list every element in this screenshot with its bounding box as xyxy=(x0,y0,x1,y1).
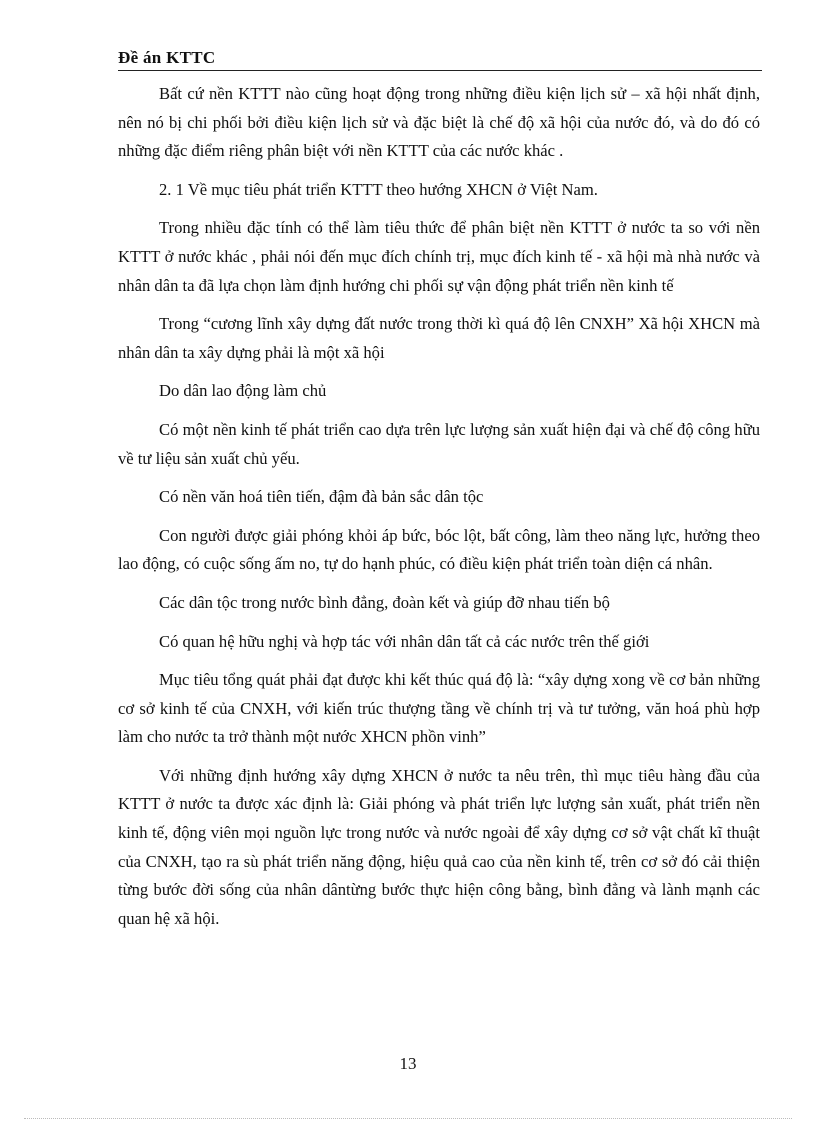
list-item-people-mastery: Do dân lao động làm chủ xyxy=(159,381,327,401)
list-item-advanced-culture: Có nền văn hoá tiên tiến, đậm đà bản sắc dân tộc xyxy=(159,487,484,507)
list-item-developed-economy: Có một nền kinh tế phát triển cao dựa trên lực lượng sản xuất hiện đại và chế độ công hữu về tư liệu sản xuất chủ yếu. xyxy=(118,419,760,468)
document-body xyxy=(118,80,760,943)
footer-divider xyxy=(24,1118,792,1119)
paragraph-primary-goal: Với những định hướng xây dựng XHCN ở nước ta nêu trên, thì mục tiêu hàng đầu của KTTT ở nước ta được xác định là: Giải phóng và phát triển lực lượng sản xuất, phát triển nền kinh tế, động viên mọi nguồn lực trong nước và nước ngoài để xây dựng cơ sở vật chất kĩ thuật của CNXH, tạo ra sù phát triển năng động, hiệu quả cao của nền kinh tế, trên cơ sở đó cải thiện từng bước đời sống của nhân dântừng bước thực hiện công bằng, bình đẳng và lành mạnh các quan hệ xã hội. xyxy=(118,765,760,928)
list-item-ethnic-equality: Các dân tộc trong nước bình đẳng, đoàn kết và giúp đỡ nhau tiến bộ xyxy=(159,592,610,612)
paragraph-intro: Bất cứ nền KTTT nào cũng hoạt động trong những điều kiện lịch sử – xã hội nhất định, nên nó bị chi phối bởi điều kiện lịch sử và đặc biệt là chế độ xã hội của nước đó, và do đó có những đặc điểm riêng phân biệt với nền KTTT của các nước khác . xyxy=(118,84,760,161)
page-header xyxy=(118,48,762,71)
section-heading-2-1: 2. 1 Về mục tiêu phát triển KTTT theo hướng XHCN ở Việt Nam. xyxy=(159,179,598,199)
page-number: 13 xyxy=(399,1054,417,1073)
list-item-liberated-people: Con người được giải phóng khỏi áp bức, bóc lột, bất công, làm theo năng lực, hưởng theo lao động, có cuộc sống ấm no, tự do hạnh phúc, có điều kiện phát triển toàn diện cá nhân. xyxy=(118,525,760,574)
list-item-international-friendship: Có quan hệ hữu nghị và hợp tác với nhân dân tất cả các nước trên thế giới xyxy=(159,631,650,651)
paragraph-general-objective: Mục tiêu tổng quát phải đạt được khi kết thúc quá độ là: “xây dựng xong về cơ bản những cơ sở kinh tế của CNXH, với kiến trúc thượng tầng về chính trị và tư tưởng, văn hoá phù hợp làm cho nước ta trở thành một nước XHCN phồn vinh” xyxy=(118,670,760,747)
paragraph-platform-quote: Trong “cương lĩnh xây dựng đất nước trong thời kì quá độ lên CNXH” Xã hội XHCN mà nhân dân ta xây dựng phải là một xã hội xyxy=(118,314,760,362)
paragraph-distinguishing-traits: Trong nhiều đặc tính có thể làm tiêu thức để phân biệt nền KTTT ở nước ta so với nền KTTT ở nước khác , phải nói đến mục đích chính trị, mục đích kinh tế - xã hội mà nhà nước và nhân dân ta đã lựa chọn làm định hướng chi phối sự vận động phát triển nền kinh tế xyxy=(118,218,760,295)
header-title: Đề án KTTC xyxy=(118,48,216,67)
